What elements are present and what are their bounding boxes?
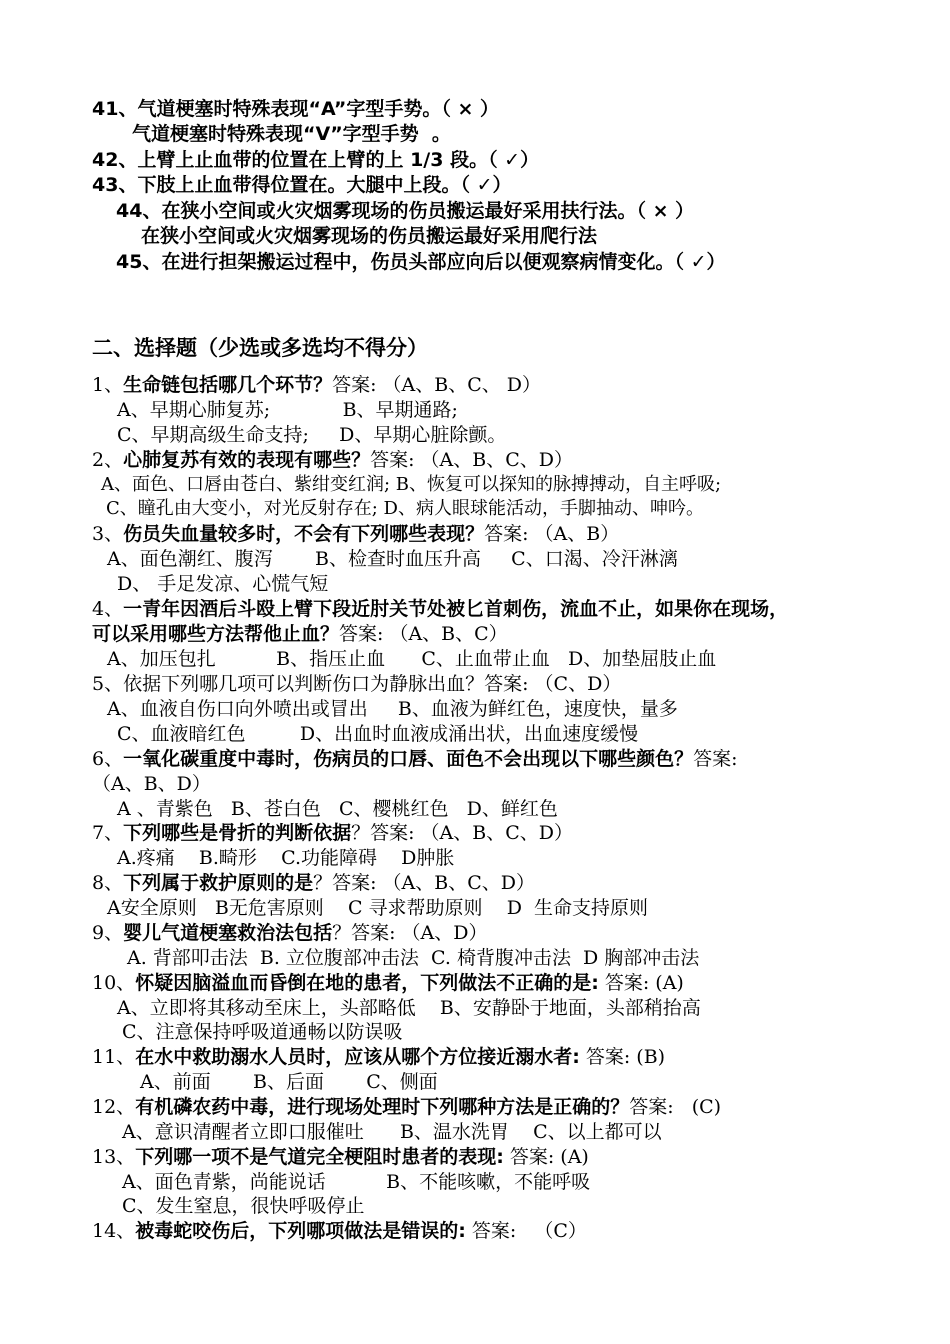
question-4-continued: 可以采用哪些方法帮他止血？答案: （A、B、C） [92, 623, 508, 645]
question-3-options-a: A、面色潮红、腹泻 B、检查时血压升高 C、口渴、冷汗淋漓 [107, 548, 678, 570]
tf-item-42: 42、上臂上止血带的位置在上臂的上 1/3 段。（ ✓） [92, 149, 540, 171]
tf-item-43: 43、下肢上止血带得位置在。大腿中上段。（ ✓） [92, 174, 512, 196]
question-12: 12、有机磷农药中毒，进行现场处理时下列哪种方法是正确的？答案: (C) [92, 1096, 722, 1118]
question-13-options-a: A、面色青紫，尚能说话 B、不能咳嗽，不能呼吸 [122, 1171, 591, 1193]
question-5: 5、依据下列哪几项可以判断伤口为静脉出血？答案: （C、D） [92, 673, 622, 695]
question-4: 4、一青年因酒后斗殴上臂下段近肘关节处被匕首刺伤，流血不止，如果你在现场， [92, 598, 789, 620]
tf-item-41-correction: 气道梗塞时特殊表现“V”字型手势 。 [132, 123, 451, 145]
question-8-options: A安全原则 B无危害原则 C 寻求帮助原则 D 生命支持原则 [107, 897, 649, 919]
question-4-options: A、加压包扎 B、指压止血 C、止血带止血 D、加垫屈肢止血 [107, 648, 717, 670]
question-8: 8、下列属于救护原则的是？答案: （A、B、C、D） [92, 872, 536, 894]
question-5-options-b: C、血液暗红色 D、出血时血液成涌出状，出血速度缓慢 [117, 723, 639, 745]
tf-item-44-correction: 在狭小空间或火灾烟雾现场的伤员搬运最好采用爬行法 [141, 225, 598, 247]
question-10: 10、怀疑因脑溢血而昏倒在地的患者，下列做法不正确的是: 答案: (A) [92, 972, 684, 994]
question-10-options-b: C、注意保持呼吸道通畅以防误吸 [122, 1021, 403, 1043]
question-6-answer: （A、B、D） [92, 773, 211, 795]
question-9: 9、婴儿气道梗塞救治法包括？答案: （A、D） [92, 922, 488, 944]
question-3-options-b: D、 手足发凉、心慌气短 [117, 573, 329, 595]
question-7-options: A.疼痛 B.畸形 C.功能障碍 D肿胀 [117, 847, 455, 869]
tf-item-45: 45、在进行担架搬运过程中，伤员头部应向后以便观察病情变化。（ ✓） [116, 251, 726, 273]
question-10-options-a: A、立即将其移动至床上，头部略低 B、安静卧于地面，头部稍抬高 [117, 997, 701, 1019]
question-6: 6、一氧化碳重度中毒时，伤病员的口唇、面色不会出现以下哪些颜色？答案: [92, 748, 738, 770]
question-7: 7、下列哪些是骨折的判断依据？答案: （A、B、C、D） [92, 822, 574, 844]
question-1: 1、生命链包括哪几个环节？答案: （A、B、C、 D） [92, 374, 542, 396]
question-11-options: A、前面 B、后面 C、侧面 [140, 1071, 438, 1093]
question-12-options: A、意识清醒者立即口服催吐 B、温水洗胃 C、以上都可以 [122, 1121, 662, 1143]
question-2-options-a: A、面色、口唇由苍白、紫绀变红润; B、恢复可以探知的脉搏搏动，自主呼吸; [101, 474, 722, 495]
question-13-options-b: C、发生窒息，很快呼吸停止 [122, 1195, 365, 1217]
question-5-options-a: A、血液自伤口向外喷出或冒出 B、血液为鲜红色，速度快，量多 [107, 698, 678, 720]
question-11: 11、在水中救助溺水人员时，应该从哪个方位接近溺水者: 答案: (B) [92, 1046, 666, 1068]
question-14: 14、被毒蛇咬伤后，下列哪项做法是错误的: 答案: （C） [92, 1220, 587, 1242]
question-9-options: A. 背部叩击法 B. 立位腹部冲击法 C. 椅背腹冲击法 D 胸部冲击法 [127, 947, 700, 969]
tf-item-44: 44、在狭小空间或火灾烟雾现场的伤员搬运最好采用扶行法。（ × ） [116, 200, 695, 222]
question-2-options-b: C、瞳孔由大变小，对光反射存在; D、病人眼球能活动，手脚抽动、呻吟。 [106, 498, 704, 519]
question-13: 13、下列哪一项不是气道完全梗阻时患者的表现: 答案: (A) [92, 1146, 589, 1168]
question-3: 3、伤员失血量较多时，不会有下列哪些表现？答案: （A、B） [92, 523, 620, 545]
tf-item-41: 41、气道梗塞时特殊表现“A”字型手势。（ × ） [92, 98, 500, 120]
question-2: 2、心肺复苏有效的表现有哪些？答案: （A、B、C、D） [92, 449, 574, 471]
question-6-options: A 、青紫色 B、苍白色 C、樱桃红色 D、鲜红色 [117, 798, 558, 820]
question-1-options-a: A、早期心肺复苏; B、早期通路; [117, 399, 458, 421]
question-1-options-b: C、早期高级生命支持; D、早期心脏除颤。 [117, 424, 507, 446]
section-title: 二、选择题（少选或多选均不得分） [92, 336, 428, 360]
